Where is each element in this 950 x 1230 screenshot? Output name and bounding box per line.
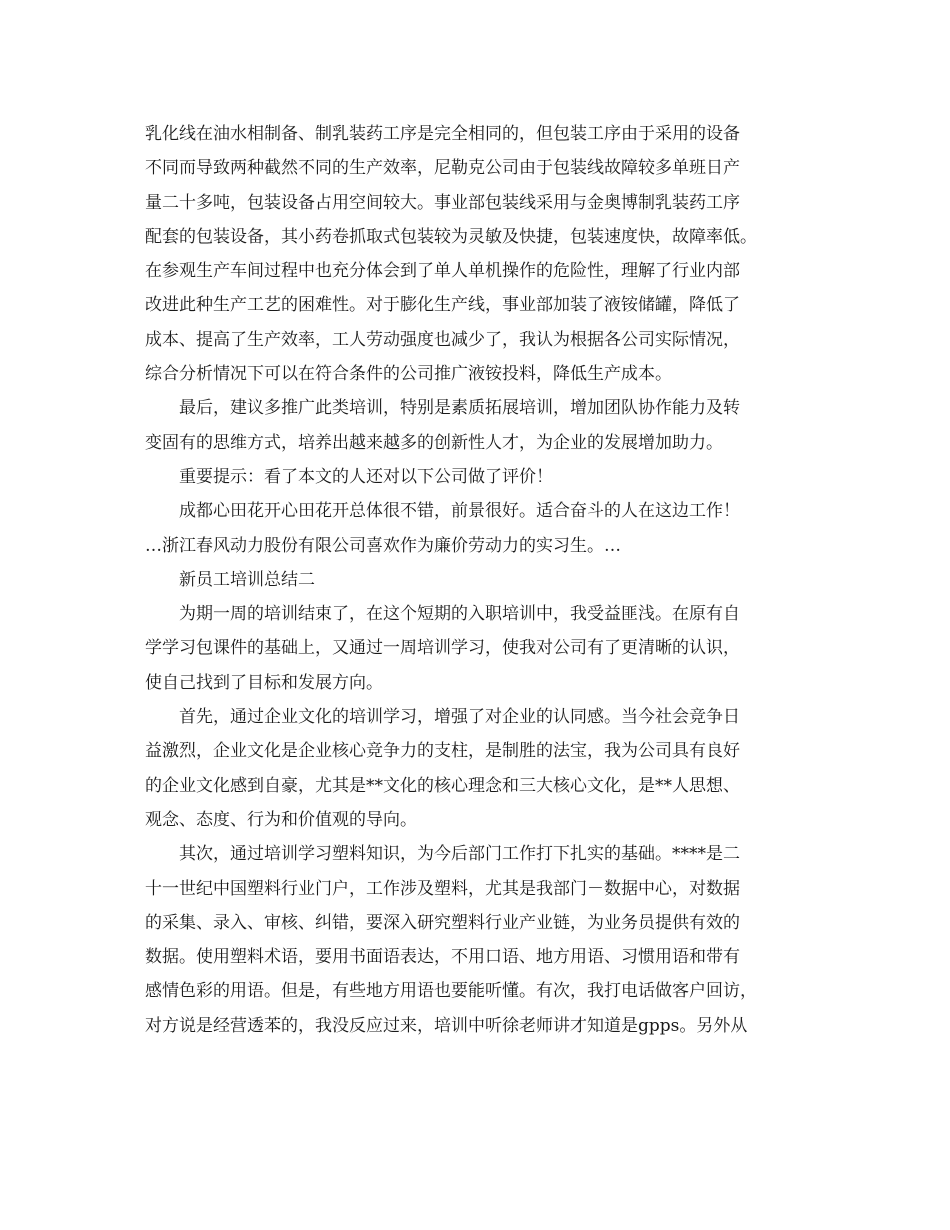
text-line: 变固有的思维方式，培养出越来越多的创新性人才，为企业的发展增加助力。 (145, 432, 723, 453)
text-line: 在参观生产车间过程中也充分体会到了单人单机操作的危险性，理解了行业内部 (145, 261, 740, 282)
text-line: 十一世纪中国塑料行业门户，工作涉及塑料，尤其是我部门－数据中心，对数据 (145, 878, 740, 899)
text-line: 最后，建议多推广此类培训，特别是素质拓展培训，增加团队协作能力及转 (179, 398, 740, 419)
text-line: 重要提示：看了本文的人还对以下公司做了评价！ (179, 466, 553, 487)
text-line: 成本、提高了生产效率，工人劳动强度也减少了，我认为根据各公司实际情况， (145, 329, 740, 350)
text-line: 的采集、录入、审核、纠错，要深入研究塑料行业产业链，为业务员提供有效的 (145, 912, 740, 933)
text-line: 使自己找到了目标和发展方向。 (145, 672, 383, 693)
text-line: 不同而导致两种截然不同的生产效率，尼勒克公司由于包装线故障较多单班日产 (145, 158, 740, 179)
text-line: 的企业文化感到自豪，尤其是**文化的核心理念和三大核心文化，是**人思想、 (145, 775, 740, 796)
text-line: 乳化线在油水相制备、制乳装药工序是完全相同的，但包装工序由于采用的设备 (145, 124, 740, 144)
text-line: 成都心田花开心田花开总体很不错，前景很好。适合奋斗的人在这边工作！ (179, 501, 740, 522)
text-line: 益激烈，企业文化是企业核心竞争力的支柱，是制胜的法宝，我为公司具有良好 (145, 741, 740, 762)
text-line: 数据。使用塑料术语，要用书面语表达，不用口语、地方用语、习惯用语和带有 (145, 947, 740, 968)
text-line: 量二十多吨，包装设备占用空间较大。事业部包装线采用与金奥博制乳装药工序 (145, 192, 740, 213)
text-line: 综合分析情况下可以在符合条件的公司推广液铵投料，降低生产成本。 (145, 364, 672, 385)
text-line: 观念、态度、行为和价值观的导向。 (145, 809, 417, 830)
text-line: 配套的包装设备，其小药卷抓取式包装较为灵敏及快捷，包装速度快，故障率低。 (145, 226, 757, 247)
text-line: …浙江春风动力股份有限公司喜欢作为廉价劳动力的实习生。… (145, 535, 621, 556)
document-body (145, 117, 810, 1043)
text-line: 对方说是经营透苯的，我没反应过来，培训中听徐老师讲才知道是gpps。另外从 (145, 1015, 748, 1036)
text-line: 学学习包课件的基础上，又通过一周培训学习，使我对公司有了更清晰的认识， (145, 638, 740, 659)
text-line: 感情色彩的用语。但是，有些地方用语也要能听懂。有次，我打电话做客户回访， (145, 981, 757, 1002)
text-line: 首先，通过企业文化的培训学习，增强了对企业的认同感。当今社会竞争日 (179, 707, 740, 728)
text-line: 其次，通过培训学习塑料知识，为今后部门工作打下扎实的基础。****是二 (179, 844, 740, 865)
text-line: 为期一周的培训结束了，在这个短期的入职培训中，我受益匪浅。在原有自 (179, 604, 740, 625)
text-line: 新员工培训总结二 (179, 569, 315, 590)
text-line: 改进此种生产工艺的困难性。对于膨化生产线，事业部加装了液铵储罐，降低了 (145, 295, 740, 316)
